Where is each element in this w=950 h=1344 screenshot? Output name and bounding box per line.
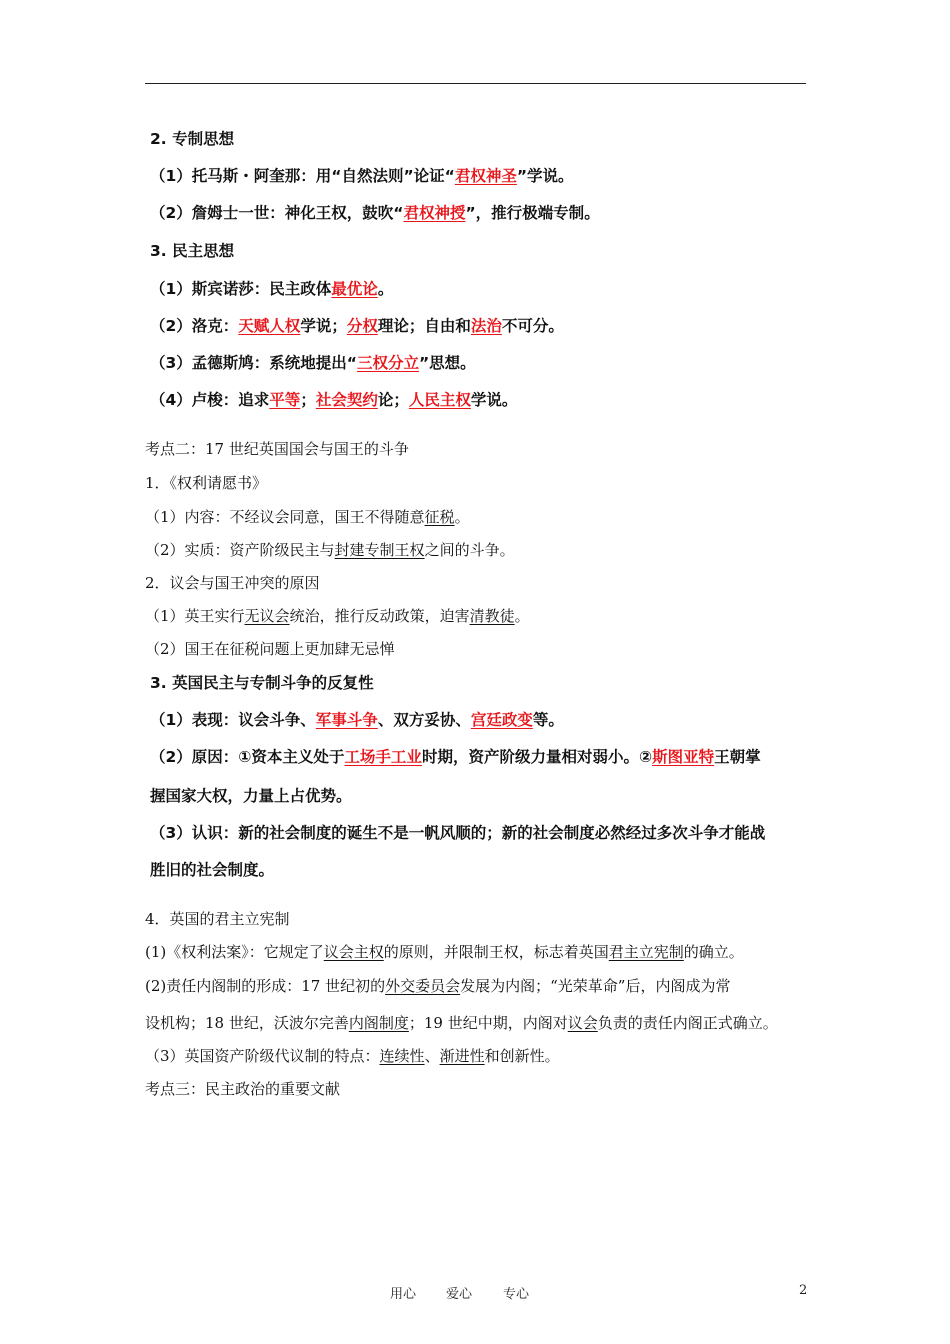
line-understanding: （3）认识：新的社会制度的诞生不是一帆风顺的；新的社会制度必然经过多次斗争才能战: [150, 824, 766, 842]
line-bill-of-rights: (1)《权利法案》：它规定了议会主权的原则，并限制王权，标志着英国君主立宪制的确立。: [145, 943, 744, 961]
line-locke: （2）洛克：天赋人权学说；分权理论；自由和法治不可分。: [150, 317, 564, 335]
footer-motto-1: 用心: [390, 1287, 417, 1302]
line-montesquieu: （3）孟德斯鸠：系统地提出“三权分立”思想。: [150, 354, 476, 372]
key-term: 军事斗争: [315, 711, 378, 729]
key-term: 天赋人权: [238, 317, 301, 335]
line-manifestation: （1）表现：议会斗争、军事斗争、双方妥协、宫廷政变等。: [150, 711, 564, 729]
key-term: 内阁制度: [348, 1014, 409, 1032]
key-term: 宫廷政变: [470, 711, 533, 729]
subheading-conflict: 2．议会与国王冲突的原因: [145, 574, 320, 592]
key-term: 最优论: [331, 280, 378, 298]
key-term: 征税: [424, 508, 455, 526]
line-cabinet-2: 设机构；18 世纪，沃波尔完善内阁制度；19 世纪中期，内阁对议会负责的责任内阁正式确立。: [145, 1014, 778, 1032]
key-term: 渐进性: [439, 1047, 485, 1065]
key-term: 君权神授: [403, 204, 466, 222]
subheading-petition: 1．《权利请愿书》: [145, 474, 268, 492]
footer-motto-2: 爱心: [446, 1287, 473, 1302]
heading-democracy: 3. 民主思想: [150, 242, 235, 260]
key-term: 社会契约: [315, 391, 378, 409]
key-term: 人民主权: [408, 391, 471, 409]
line-conflict-1: （1）英王实行无议会统治，推行反动政策，迫害清教徒。: [145, 607, 530, 625]
line-james-i: （2）詹姆士一世：神化王权，鼓吹“君权神授”，推行极端专制。: [150, 204, 600, 222]
key-term: 君主立宪制: [608, 943, 684, 961]
section-heading-2: 考点二：17 世纪英国国会与国王的斗争: [145, 440, 409, 458]
line-aquinas: （1）托马斯・阿奎那：用“自然法则”论证“君权神圣”学说。: [150, 167, 574, 185]
subheading-constitutional: 4．英国的君主立宪制: [145, 910, 290, 928]
heading-autocracy: 2. 专制思想: [150, 130, 235, 148]
line-rousseau: （4）卢梭：追求平等；社会契约论；人民主权学说。: [150, 391, 518, 409]
key-term: 无议会: [244, 607, 290, 625]
key-term: 议会主权: [323, 943, 384, 961]
line-understanding-cont: 胜旧的社会制度。: [150, 861, 275, 879]
key-term: 法治: [470, 317, 502, 335]
line-spinoza: （1）斯宾诺莎：民主政体最优论。: [150, 280, 394, 298]
line-conflict-2: （2）国王在征税问题上更加肆无忌惮: [145, 640, 395, 658]
key-term: 议会: [567, 1014, 598, 1032]
key-term: 平等: [269, 391, 301, 409]
key-term: 封建专制王权: [334, 541, 425, 559]
key-term: 斯图亚特: [652, 748, 715, 766]
line-cabinet-1: (2)责任内阁制的形成：17 世纪初的外交委员会发展为内阁；“光荣革命”后，内阁成为常: [145, 977, 731, 995]
line-reason: （2）原因：①资本主义处于工场手工业时期，资产阶级力量相对弱小。②斯图亚特王朝掌: [150, 748, 761, 766]
line-features: （3）英国资产阶级代议制的特点：连续性、渐进性和创新性。: [145, 1047, 560, 1065]
page-number: 2: [799, 1283, 808, 1298]
line-petition-essence: （2）实质：资产阶级民主与封建专制王权之间的斗争。: [145, 541, 515, 559]
key-term: 外交委员会: [385, 977, 461, 995]
footer-motto-3: 专心: [503, 1287, 530, 1302]
line-reason-cont: 握国家大权，力量上占优势。: [150, 787, 352, 805]
key-term: 分权: [346, 317, 378, 335]
key-term: 君权神圣: [454, 167, 517, 185]
header-rule: [145, 83, 806, 84]
key-term: 连续性: [379, 1047, 425, 1065]
heading-repetition: 3. 英国民主与专制斗争的反复性: [150, 674, 374, 692]
key-term: 工场手工业: [344, 748, 422, 766]
key-term: 三权分立: [356, 354, 419, 372]
key-term: 清教徒: [469, 607, 515, 625]
section-heading-3: 考点三：民主政治的重要文献: [145, 1080, 341, 1098]
line-petition-content: （1）内容：不经议会同意，国王不得随意征税。: [145, 508, 470, 526]
